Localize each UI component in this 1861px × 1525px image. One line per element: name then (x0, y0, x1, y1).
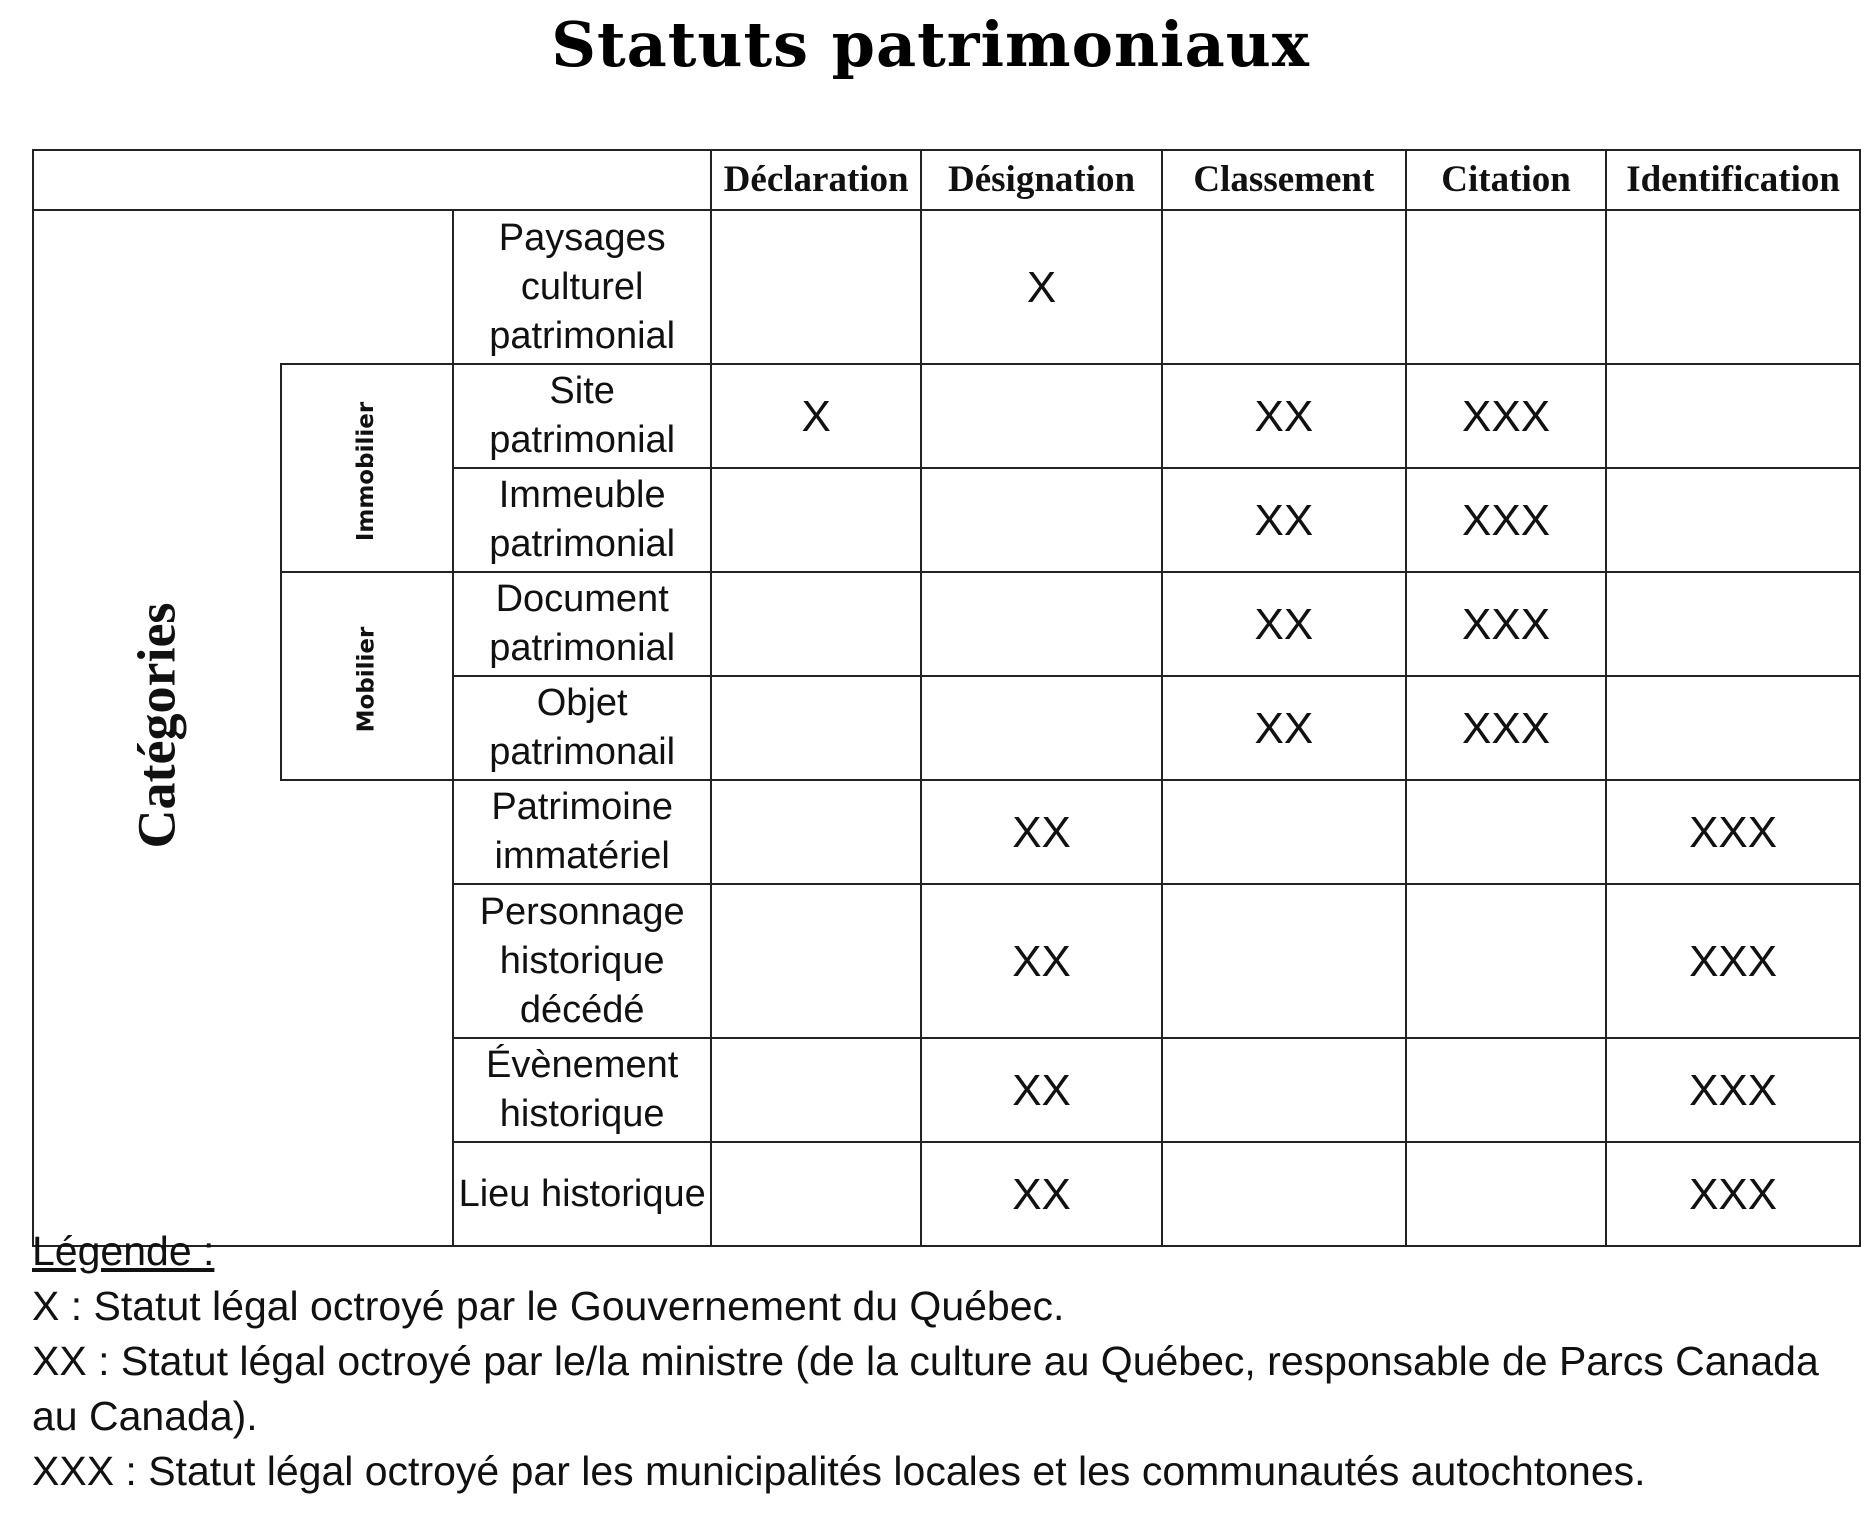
table-cell: XXX (1406, 364, 1606, 468)
table-cell (1406, 210, 1606, 364)
legend-line: XX : Statut légal octroyé par le/la ministre (de la culture au Québec, responsable de Parcs Canada au Canada). (32, 1338, 1819, 1439)
row-label: Document patrimonial (453, 572, 711, 676)
table-cell: XXX (1606, 884, 1860, 1038)
legend (32, 1224, 1832, 1499)
table-cell (1406, 1038, 1606, 1142)
row-label: Patrimoine immatériel (453, 780, 711, 884)
group-label-cell (281, 364, 453, 572)
row-label: Immeuble patrimonial (453, 468, 711, 572)
table-cell: XXX (1406, 468, 1606, 572)
column-header: Classement (1162, 150, 1406, 210)
table-row (33, 780, 1860, 884)
page-title: Statuts patrimoniaux (551, 8, 1310, 81)
header-corner (33, 150, 711, 210)
category-label-cell (33, 210, 281, 1246)
legend-title: Légende : (32, 1228, 215, 1274)
table-cell: XX (1162, 676, 1406, 780)
table-cell (1162, 1038, 1406, 1142)
table-cell (711, 210, 921, 364)
row-label: Site patrimonial (453, 364, 711, 468)
table-cell (1406, 884, 1606, 1038)
header-row (33, 150, 1860, 210)
row-label: Paysages culturel patrimonial (453, 210, 711, 364)
table-cell: XX (1162, 468, 1406, 572)
table-cell: XX (921, 780, 1162, 884)
column-header: Désignation (921, 150, 1162, 210)
table-cell (711, 884, 921, 1038)
table-cell: XX (921, 1038, 1162, 1142)
table-row (33, 572, 1860, 676)
table-cell (921, 364, 1162, 468)
table-cell (1162, 210, 1406, 364)
table-row (33, 364, 1860, 468)
column-header: Citation (1406, 150, 1606, 210)
table-cell (921, 572, 1162, 676)
table-row (33, 210, 1860, 364)
table-cell (921, 676, 1162, 780)
table-cell (921, 468, 1162, 572)
row-label: Objet patrimonail (453, 676, 711, 780)
table-cell: XXX (1606, 1142, 1860, 1246)
table-cell (1162, 780, 1406, 884)
table-cell: XXX (1606, 780, 1860, 884)
category-spacer (281, 210, 453, 364)
group-label-mobilier: Mobilier (353, 626, 380, 732)
column-header: Déclaration (711, 150, 921, 210)
table-cell (1162, 884, 1406, 1038)
table-cell: XX (1162, 364, 1406, 468)
table-cell: X (921, 210, 1162, 364)
table-cell (711, 572, 921, 676)
table-cell (1606, 364, 1860, 468)
row-label: Évènement historique (453, 1038, 711, 1142)
column-header: Identification (1606, 150, 1860, 210)
group-label-immobilier: Immobilier (353, 401, 380, 541)
table-cell: X (711, 364, 921, 468)
table-cell: XX (921, 884, 1162, 1038)
status-table (32, 149, 1861, 1247)
legend-line: X : Statut légal octroyé par le Gouvernement du Québec. (32, 1283, 1065, 1329)
table-cell: XX (1162, 572, 1406, 676)
table-cell (1606, 572, 1860, 676)
table-cell (711, 676, 921, 780)
table-cell (1606, 210, 1860, 364)
row-label: Personnage historique décédé (453, 884, 711, 1038)
table-cell (1406, 780, 1606, 884)
table-cell: XXX (1606, 1038, 1860, 1142)
category-label: Catégories (126, 602, 187, 849)
table-cell: XXX (1406, 676, 1606, 780)
table-cell: XX (921, 1142, 1162, 1246)
category-spacer (281, 780, 453, 1246)
table-cell: XXX (1406, 572, 1606, 676)
table-cell (1606, 676, 1860, 780)
table-cell (711, 1038, 921, 1142)
row-label: Lieu historique (453, 1142, 711, 1246)
legend-line: XXX : Statut légal octroyé par les municipalités locales et les communautés autochtones. (32, 1448, 1646, 1494)
group-label-cell (281, 572, 453, 780)
table-cell (1606, 468, 1860, 572)
table-cell (711, 468, 921, 572)
table-cell (711, 780, 921, 884)
